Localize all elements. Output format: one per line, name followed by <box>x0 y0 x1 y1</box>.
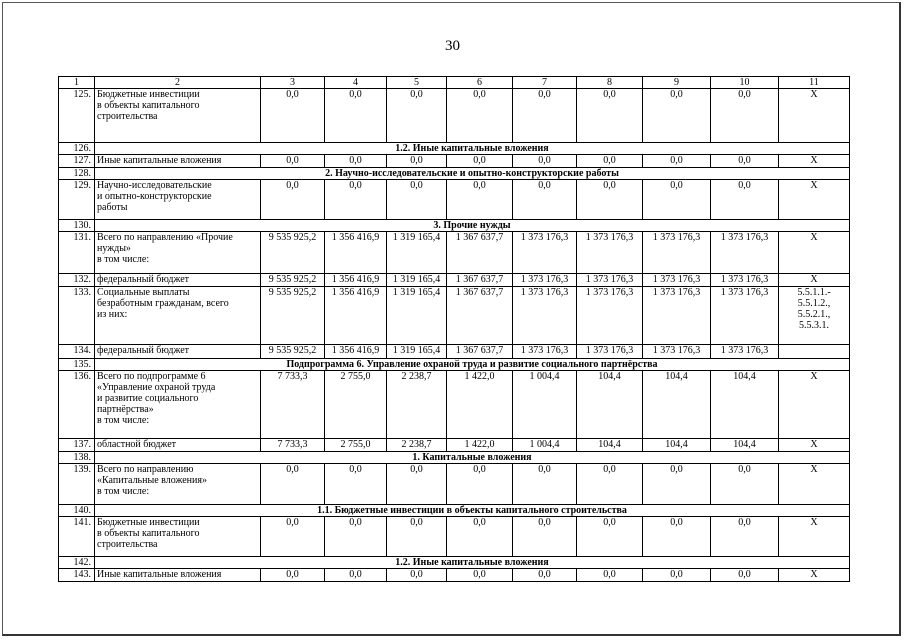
row-name-line: в том числе: <box>97 486 150 497</box>
value-cell: 1 373 176,3 <box>643 287 711 345</box>
table-row <box>59 569 850 582</box>
reference-line: X <box>810 517 818 528</box>
row-name-line: и опытно-конструкторские <box>97 191 212 202</box>
row-name-line: строительства <box>97 539 158 550</box>
row-name-line: областной бюджет <box>97 439 177 450</box>
row-name-line: безработным гражданам, всего <box>97 298 229 309</box>
row-name-line: Всего по направлению «Прочие <box>97 232 233 243</box>
column-number-cell: 4 <box>325 77 387 89</box>
row-name-line: строительства <box>97 111 158 122</box>
value-cell: 0,0 <box>261 155 325 168</box>
row-number-cell: 131. <box>59 232 95 274</box>
row-name-line: Научно-исследовательские <box>97 180 212 191</box>
row-name-cell <box>95 517 261 557</box>
reference-line: 5.5.2.1., <box>797 309 831 320</box>
value-cell: 0,0 <box>711 517 779 557</box>
value-cell: 0,0 <box>711 569 779 582</box>
reference-cell <box>779 464 850 505</box>
row-number-cell: 142. <box>59 557 95 569</box>
value-cell: 1 422,0 <box>447 439 513 452</box>
row-name-line: Иные капитальные вложения <box>97 155 222 166</box>
value-cell: 0,0 <box>513 517 577 557</box>
value-cell: 1 373 176,3 <box>711 287 779 345</box>
value-cell: 0,0 <box>261 517 325 557</box>
row-name-cell <box>95 180 261 220</box>
table-row <box>59 180 850 220</box>
value-cell: 0,0 <box>577 464 643 505</box>
value-cell: 1 319 165,4 <box>387 274 447 287</box>
table-row <box>59 345 850 359</box>
table-row <box>59 517 850 557</box>
row-number-cell: 141. <box>59 517 95 557</box>
value-cell: 0,0 <box>387 464 447 505</box>
value-cell: 1 004,4 <box>513 439 577 452</box>
row-name-cell <box>95 569 261 582</box>
value-cell: 104,4 <box>643 371 711 439</box>
value-cell: 2 755,0 <box>325 439 387 452</box>
value-cell: 0,0 <box>643 155 711 168</box>
reference-line: 5.5.3.1. <box>799 320 829 331</box>
row-number-cell: 143. <box>59 569 95 582</box>
row-number-cell: 129. <box>59 180 95 220</box>
section-title: 3. Прочие нужды <box>95 220 850 232</box>
table-row <box>59 274 850 287</box>
value-cell: 1 373 176,3 <box>711 274 779 287</box>
value-cell: 0,0 <box>447 89 513 143</box>
value-cell: 0,0 <box>577 569 643 582</box>
table-row <box>59 371 850 439</box>
section-row <box>59 505 850 517</box>
budget-table <box>58 76 850 582</box>
value-cell: 0,0 <box>643 180 711 220</box>
value-cell: 0,0 <box>325 517 387 557</box>
column-number-cell: 1 <box>59 77 95 89</box>
value-cell: 0,0 <box>711 180 779 220</box>
table-header-row <box>59 77 850 89</box>
value-cell: 1 319 165,4 <box>387 345 447 359</box>
value-cell: 1 373 176,3 <box>711 232 779 274</box>
section-title: 2. Научно-исследовательские и опытно-конструкторские работы <box>95 168 850 180</box>
column-number-cell: 8 <box>577 77 643 89</box>
reference-cell <box>779 371 850 439</box>
value-cell: 0,0 <box>387 517 447 557</box>
row-number-cell: 125. <box>59 89 95 143</box>
value-cell: 1 356 416,9 <box>325 287 387 345</box>
reference-cell <box>779 287 850 345</box>
value-cell: 9 535 925,2 <box>261 345 325 359</box>
value-cell: 0,0 <box>325 464 387 505</box>
value-cell: 0,0 <box>325 569 387 582</box>
row-name-line: в том числе: <box>97 415 150 426</box>
row-number-cell: 138. <box>59 452 95 464</box>
value-cell: 1 422,0 <box>447 371 513 439</box>
value-cell: 2 755,0 <box>325 371 387 439</box>
value-cell: 7 733,3 <box>261 439 325 452</box>
row-name-cell <box>95 155 261 168</box>
value-cell: 2 238,7 <box>387 439 447 452</box>
row-name-line: работы <box>97 202 128 213</box>
value-cell: 0,0 <box>261 89 325 143</box>
value-cell: 104,4 <box>577 371 643 439</box>
row-name-line: в том числе: <box>97 254 150 265</box>
value-cell: 0,0 <box>643 569 711 582</box>
section-row <box>59 452 850 464</box>
section-title: 1.1. Бюджетные инвестиции в объекты капитального строительства <box>95 505 850 517</box>
value-cell: 1 367 637,7 <box>447 345 513 359</box>
row-number-cell: 134. <box>59 345 95 359</box>
reference-line: X <box>810 155 818 166</box>
row-number-cell: 126. <box>59 143 95 155</box>
value-cell: 104,4 <box>711 371 779 439</box>
table-row <box>59 155 850 168</box>
value-cell: 1 373 176,3 <box>577 232 643 274</box>
row-name-cell <box>95 89 261 143</box>
reference-cell <box>779 569 850 582</box>
row-name-cell <box>95 371 261 439</box>
value-cell: 0,0 <box>447 517 513 557</box>
reference-line: X <box>810 371 818 382</box>
reference-cell <box>779 180 850 220</box>
value-cell: 1 367 637,7 <box>447 232 513 274</box>
row-name-cell <box>95 439 261 452</box>
reference-cell <box>779 517 850 557</box>
column-number-cell: 9 <box>643 77 711 89</box>
value-cell: 104,4 <box>577 439 643 452</box>
reference-line: X <box>810 274 818 285</box>
value-cell: 0,0 <box>577 155 643 168</box>
reference-line: 5.5.1.2., <box>797 298 831 309</box>
row-name-cell <box>95 287 261 345</box>
value-cell: 2 238,7 <box>387 371 447 439</box>
row-name-line: партнёрства» <box>97 404 154 415</box>
value-cell: 0,0 <box>513 180 577 220</box>
page-number: 30 <box>445 38 460 54</box>
value-cell: 0,0 <box>447 180 513 220</box>
value-cell: 0,0 <box>325 89 387 143</box>
value-cell: 0,0 <box>577 180 643 220</box>
value-cell: 1 373 176,3 <box>513 287 577 345</box>
section-title: 1.2. Иные капитальные вложения <box>95 557 850 569</box>
row-number-cell: 127. <box>59 155 95 168</box>
row-name-line: Иные капитальные вложения <box>97 569 222 580</box>
section-row <box>59 557 850 569</box>
value-cell: 0,0 <box>513 89 577 143</box>
value-cell: 0,0 <box>325 180 387 220</box>
reference-line: X <box>810 464 818 475</box>
row-name-line: в объекты капитального <box>97 528 200 539</box>
value-cell: 0,0 <box>711 89 779 143</box>
value-cell: 0,0 <box>711 464 779 505</box>
reference-cell <box>779 345 850 359</box>
row-name-line: Социальные выплаты <box>97 287 190 298</box>
table-row <box>59 287 850 345</box>
value-cell: 0,0 <box>387 569 447 582</box>
reference-line: X <box>810 232 818 243</box>
value-cell: 1 373 176,3 <box>711 345 779 359</box>
reference-line: X <box>810 89 818 100</box>
reference-line: 5.5.1.1.- <box>797 287 831 298</box>
row-name-line: в объекты капитального <box>97 100 200 111</box>
value-cell: 0,0 <box>643 89 711 143</box>
value-cell: 0,0 <box>387 155 447 168</box>
section-row <box>59 359 850 371</box>
row-name-line: из них: <box>97 309 128 320</box>
value-cell: 0,0 <box>643 464 711 505</box>
value-cell: 1 356 416,9 <box>325 232 387 274</box>
value-cell: 9 535 925,2 <box>261 274 325 287</box>
value-cell: 0,0 <box>577 517 643 557</box>
reference-cell <box>779 232 850 274</box>
section-title: Подпрограмма 6. Управление охраной труда и развитие социального партнёрства <box>95 359 850 371</box>
value-cell: 1 356 416,9 <box>325 274 387 287</box>
value-cell: 0,0 <box>261 569 325 582</box>
section-title: 1. Капитальные вложения <box>95 452 850 464</box>
value-cell: 1 373 176,3 <box>643 345 711 359</box>
value-cell: 0,0 <box>643 517 711 557</box>
value-cell: 0,0 <box>387 89 447 143</box>
value-cell: 1 373 176,3 <box>577 274 643 287</box>
row-number-cell: 133. <box>59 287 95 345</box>
row-number-cell: 130. <box>59 220 95 232</box>
table-row <box>59 89 850 143</box>
row-number-cell: 135. <box>59 359 95 371</box>
row-name-line: нужды» <box>97 243 131 254</box>
row-name-line: Бюджетные инвестиции <box>97 517 200 528</box>
value-cell: 1 373 176,3 <box>513 345 577 359</box>
section-row <box>59 168 850 180</box>
row-name-line: Всего по направлению <box>97 464 194 475</box>
table-row <box>59 464 850 505</box>
column-number-cell: 11 <box>779 77 850 89</box>
reference-cell <box>779 155 850 168</box>
value-cell: 9 535 925,2 <box>261 232 325 274</box>
reference-line: X <box>810 569 818 580</box>
value-cell: 0,0 <box>447 569 513 582</box>
row-name-cell <box>95 464 261 505</box>
column-number-cell: 3 <box>261 77 325 89</box>
section-title: 1.2. Иные капитальные вложения <box>95 143 850 155</box>
table-row <box>59 232 850 274</box>
value-cell: 1 319 165,4 <box>387 232 447 274</box>
value-cell: 1 373 176,3 <box>643 274 711 287</box>
table-row <box>59 439 850 452</box>
value-cell: 104,4 <box>711 439 779 452</box>
row-number-cell: 136. <box>59 371 95 439</box>
row-number-cell: 140. <box>59 505 95 517</box>
value-cell: 0,0 <box>513 155 577 168</box>
row-name-line: и развитие социального <box>97 393 199 404</box>
value-cell: 7 733,3 <box>261 371 325 439</box>
column-number-cell: 10 <box>711 77 779 89</box>
value-cell: 0,0 <box>261 180 325 220</box>
row-name-line: федеральный бюджет <box>97 274 190 285</box>
value-cell: 1 367 637,7 <box>447 287 513 345</box>
row-name-line: федеральный бюджет <box>97 345 190 356</box>
value-cell: 104,4 <box>643 439 711 452</box>
value-cell: 1 373 176,3 <box>513 274 577 287</box>
row-number-cell: 132. <box>59 274 95 287</box>
reference-cell <box>779 274 850 287</box>
row-name-line: «Капитальные вложения» <box>97 475 207 486</box>
value-cell: 9 535 925,2 <box>261 287 325 345</box>
column-number-cell: 2 <box>95 77 261 89</box>
value-cell: 1 004,4 <box>513 371 577 439</box>
row-name-cell <box>95 345 261 359</box>
value-cell: 0,0 <box>513 464 577 505</box>
section-row <box>59 143 850 155</box>
value-cell: 0,0 <box>577 89 643 143</box>
value-cell: 0,0 <box>447 464 513 505</box>
row-name-line: Всего по подпрограмме 6 <box>97 371 206 382</box>
value-cell: 0,0 <box>513 569 577 582</box>
row-number-cell: 139. <box>59 464 95 505</box>
row-name-cell <box>95 232 261 274</box>
row-number-cell: 137. <box>59 439 95 452</box>
reference-cell <box>779 89 850 143</box>
reference-line: X <box>810 439 818 450</box>
value-cell: 0,0 <box>387 180 447 220</box>
value-cell: 0,0 <box>711 155 779 168</box>
value-cell: 1 373 176,3 <box>577 345 643 359</box>
row-number-cell: 128. <box>59 168 95 180</box>
value-cell: 0,0 <box>447 155 513 168</box>
reference-cell <box>779 439 850 452</box>
row-name-line: «Управление охраной труда <box>97 382 216 393</box>
reference-line: X <box>810 180 818 191</box>
column-number-cell: 5 <box>387 77 447 89</box>
value-cell: 1 356 416,9 <box>325 345 387 359</box>
value-cell: 1 373 176,3 <box>577 287 643 345</box>
value-cell: 1 319 165,4 <box>387 287 447 345</box>
value-cell: 0,0 <box>325 155 387 168</box>
value-cell: 1 373 176,3 <box>513 232 577 274</box>
value-cell: 0,0 <box>261 464 325 505</box>
value-cell: 1 373 176,3 <box>643 232 711 274</box>
row-name-line: Бюджетные инвестиции <box>97 89 200 100</box>
column-number-cell: 6 <box>447 77 513 89</box>
row-name-cell <box>95 274 261 287</box>
section-row <box>59 220 850 232</box>
column-number-cell: 7 <box>513 77 577 89</box>
value-cell: 1 367 637,7 <box>447 274 513 287</box>
